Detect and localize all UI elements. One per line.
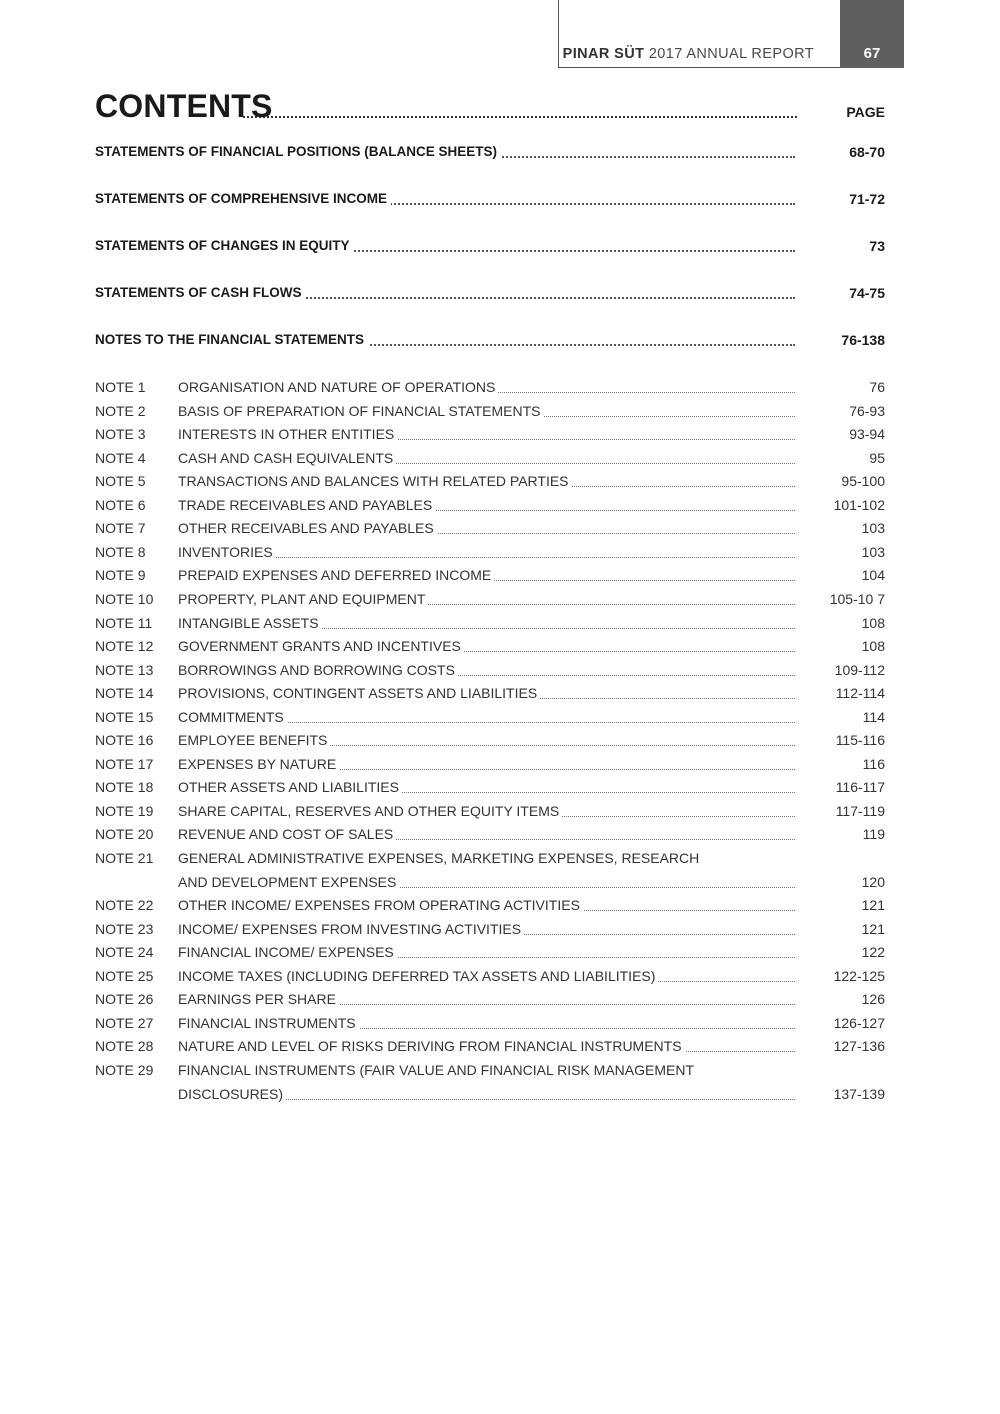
note-pages: 76: [869, 379, 885, 395]
note-title: TRANSACTIONS AND BALANCES WITH RELATED PARTIES: [178, 472, 572, 490]
note-pages: 126-127: [833, 1014, 885, 1031]
note-title: COMMITMENTS: [178, 708, 287, 726]
note-pages: 76-93: [849, 402, 885, 419]
toc-note-row[interactable]: [95, 708, 885, 728]
toc-note-row[interactable]: [95, 614, 885, 634]
toc-section-row[interactable]: [95, 143, 885, 163]
toc-note-row[interactable]: [95, 590, 885, 610]
note-pages: 93-94: [849, 426, 885, 443]
toc-note-row[interactable]: [95, 402, 885, 422]
section-title: STATEMENTS OF CASH FLOWS: [95, 284, 306, 302]
toc-note-row[interactable]: [95, 1037, 885, 1057]
note-number: NOTE 20: [95, 826, 154, 843]
note-title: CASH AND CASH EQUIVALENTS: [178, 449, 396, 467]
toc-note-row[interactable]: [95, 378, 885, 398]
section-title: STATEMENTS OF CHANGES IN EQUITY: [95, 237, 354, 255]
toc-note-row[interactable]: [95, 731, 885, 751]
toc-note-row[interactable]: [95, 449, 885, 469]
note-title: OTHER RECEIVABLES AND PAYABLES: [178, 519, 437, 537]
note-number: NOTE 26: [95, 991, 154, 1008]
note-number: NOTE 4: [95, 449, 146, 466]
note-pages: 137-139: [833, 1085, 885, 1102]
note-number: NOTE 15: [95, 708, 154, 725]
note-title: PROVISIONS, CONTINGENT ASSETS AND LIABILITIES: [178, 684, 540, 702]
note-pages: 112-114: [835, 685, 885, 702]
note-pages: 126: [861, 991, 885, 1008]
section-pages: 74-75: [849, 285, 885, 301]
note-number: NOTE 25: [95, 967, 154, 984]
toc-note-row-continued[interactable]: [95, 873, 885, 893]
note-pages: 116-117: [835, 779, 885, 796]
contents-title: CONTENTS: [95, 88, 273, 124]
note-pages: 127-136: [833, 1038, 885, 1055]
toc-note-row[interactable]: [95, 849, 885, 869]
note-title: EARNINGS PER SHARE: [178, 990, 339, 1008]
toc-note-row[interactable]: [95, 425, 885, 445]
toc-note-row[interactable]: [95, 755, 885, 775]
section-title: NOTES TO THE FINANCIAL STATEMENTS: [95, 331, 368, 349]
note-title: EMPLOYEE BENEFITS: [178, 731, 330, 749]
brand-name: PINAR SÜT: [562, 46, 645, 62]
note-title: INVENTORIES: [178, 543, 276, 561]
note-number: NOTE 22: [95, 897, 154, 914]
note-number: NOTE 17: [95, 755, 154, 772]
note-number: NOTE 11: [95, 614, 153, 631]
note-number: NOTE 12: [95, 638, 154, 655]
note-pages: 120: [861, 873, 885, 890]
note-pages: 103: [861, 520, 885, 537]
note-pages: 116: [862, 755, 885, 772]
note-title: GENERAL ADMINISTRATIVE EXPENSES, MARKETING EXPENSES, RESEARCH: [178, 849, 702, 867]
toc-note-row[interactable]: [95, 684, 885, 704]
toc-note-row[interactable]: [95, 825, 885, 845]
note-number: NOTE 24: [95, 944, 154, 961]
note-pages: 103: [861, 543, 885, 560]
note-title-continued: DISCLOSURES): [178, 1085, 286, 1103]
note-title: OTHER INCOME/ EXPENSES FROM OPERATING ACTIVITIES: [178, 896, 583, 914]
toc-section-row[interactable]: [95, 190, 885, 210]
note-title: PROPERTY, PLANT AND EQUIPMENT: [178, 590, 428, 608]
note-title: BASIS OF PREPARATION OF FINANCIAL STATEMENTS: [178, 402, 544, 420]
toc-note-row[interactable]: [95, 920, 885, 940]
note-number: NOTE 9: [95, 567, 146, 584]
note-pages: 119: [862, 826, 885, 843]
note-title: OTHER ASSETS AND LIABILITIES: [178, 778, 402, 796]
note-title: BORROWINGS AND BORROWING COSTS: [178, 661, 458, 679]
note-number: NOTE 27: [95, 1014, 154, 1031]
toc-note-row[interactable]: [95, 566, 885, 586]
note-pages: 101-102: [833, 496, 885, 513]
note-pages: 122: [861, 944, 885, 961]
note-number: NOTE 2: [95, 402, 146, 419]
toc-note-row[interactable]: [95, 802, 885, 822]
note-number: NOTE 5: [95, 473, 146, 490]
report-name: 2017 ANNUAL REPORT: [648, 46, 814, 62]
note-number: NOTE 14: [95, 685, 154, 702]
toc-note-row[interactable]: [95, 896, 885, 916]
note-title: FINANCIAL INSTRUMENTS (FAIR VALUE AND FINANCIAL RISK MANAGEMENT: [178, 1061, 697, 1079]
toc-note-row[interactable]: [95, 637, 885, 657]
toc-section-row[interactable]: [95, 237, 885, 257]
toc-note-row[interactable]: [95, 778, 885, 798]
toc-note-row-continued[interactable]: [95, 1085, 885, 1105]
toc-note-row[interactable]: [95, 1061, 885, 1081]
note-title: FINANCIAL INSTRUMENTS: [178, 1014, 359, 1032]
note-number: NOTE 1: [95, 379, 146, 395]
note-title: INCOME TAXES (INCLUDING DEFERRED TAX ASSETS AND LIABILITIES): [178, 967, 658, 985]
note-number: NOTE 8: [95, 543, 146, 560]
note-number: NOTE 23: [95, 920, 154, 937]
note-pages: 117-119: [835, 802, 885, 819]
toc-note-row[interactable]: [95, 519, 885, 539]
page-column-label: PAGE: [846, 104, 885, 120]
toc-note-row[interactable]: [95, 496, 885, 516]
toc-note-row[interactable]: [95, 661, 885, 681]
note-title: SHARE CAPITAL, RESERVES AND OTHER EQUITY ITEMS: [178, 802, 562, 820]
note-pages: 122-125: [833, 967, 885, 984]
note-number: NOTE 10: [95, 590, 154, 607]
note-number: NOTE 13: [95, 661, 154, 678]
note-title: NATURE AND LEVEL OF RISKS DERIVING FROM FINANCIAL INSTRUMENTS: [178, 1037, 685, 1055]
toc-section-row[interactable]: [95, 331, 885, 351]
note-number: NOTE 21: [95, 850, 154, 866]
note-title: TRADE RECEIVABLES AND PAYABLES: [178, 496, 435, 514]
note-pages: 121: [861, 920, 885, 937]
toc-note-row[interactable]: [95, 967, 885, 987]
note-pages: 105-10 7: [829, 590, 885, 607]
note-pages: 104: [861, 567, 885, 584]
section-title: STATEMENTS OF FINANCIAL POSITIONS (BALANCE SHEETS): [95, 143, 501, 161]
note-title: INTANGIBLE ASSETS: [178, 614, 322, 632]
leader-dots: [243, 116, 797, 118]
note-pages: 95-100: [841, 473, 885, 490]
note-pages: 115-116: [835, 732, 885, 749]
note-number: NOTE 29: [95, 1061, 154, 1078]
page-number: 67: [840, 0, 904, 68]
note-title: REVENUE AND COST OF SALES: [178, 825, 396, 843]
note-title: ORGANISATION AND NATURE OF OPERATIONS: [178, 378, 498, 396]
note-title: EXPENSES BY NATURE: [178, 755, 339, 773]
section-pages: 71-72: [849, 191, 885, 207]
note-title: GOVERNMENT GRANTS AND INCENTIVES: [178, 637, 464, 655]
page-header: [558, 0, 904, 68]
toc-note-row[interactable]: [95, 543, 885, 563]
contents-heading: [95, 86, 885, 126]
toc-note-row[interactable]: [95, 990, 885, 1010]
section-title: STATEMENTS OF COMPREHENSIVE INCOME: [95, 190, 391, 208]
note-pages: 121: [861, 897, 885, 914]
note-pages: 108: [861, 638, 885, 655]
note-number: NOTE 28: [95, 1038, 154, 1055]
toc-note-row[interactable]: [95, 1014, 885, 1034]
note-title: PREPAID EXPENSES AND DEFERRED INCOME: [178, 566, 494, 584]
toc-section-row[interactable]: [95, 284, 885, 304]
toc-note-row[interactable]: [95, 943, 885, 963]
section-pages: 68-70: [849, 144, 885, 160]
note-number: NOTE 7: [95, 520, 146, 537]
note-number: NOTE 6: [95, 496, 146, 513]
toc-note-row[interactable]: [95, 472, 885, 492]
report-title: [563, 46, 814, 62]
section-pages: 73: [869, 238, 885, 254]
note-pages: 109-112: [834, 661, 885, 678]
section-pages: 76-138: [841, 332, 885, 348]
note-title: INTERESTS IN OTHER ENTITIES: [178, 425, 397, 443]
note-number: NOTE 16: [95, 732, 154, 749]
note-title: FINANCIAL INCOME/ EXPENSES: [178, 943, 397, 961]
note-pages: 108: [861, 614, 885, 631]
note-number: NOTE 18: [95, 779, 154, 796]
note-pages: 95: [869, 449, 885, 466]
note-title: INCOME/ EXPENSES FROM INVESTING ACTIVITIES: [178, 920, 524, 938]
note-pages: 114: [862, 708, 885, 725]
note-number: NOTE 3: [95, 426, 146, 443]
note-title-continued: AND DEVELOPMENT EXPENSES: [178, 873, 399, 891]
note-number: NOTE 19: [95, 802, 154, 819]
